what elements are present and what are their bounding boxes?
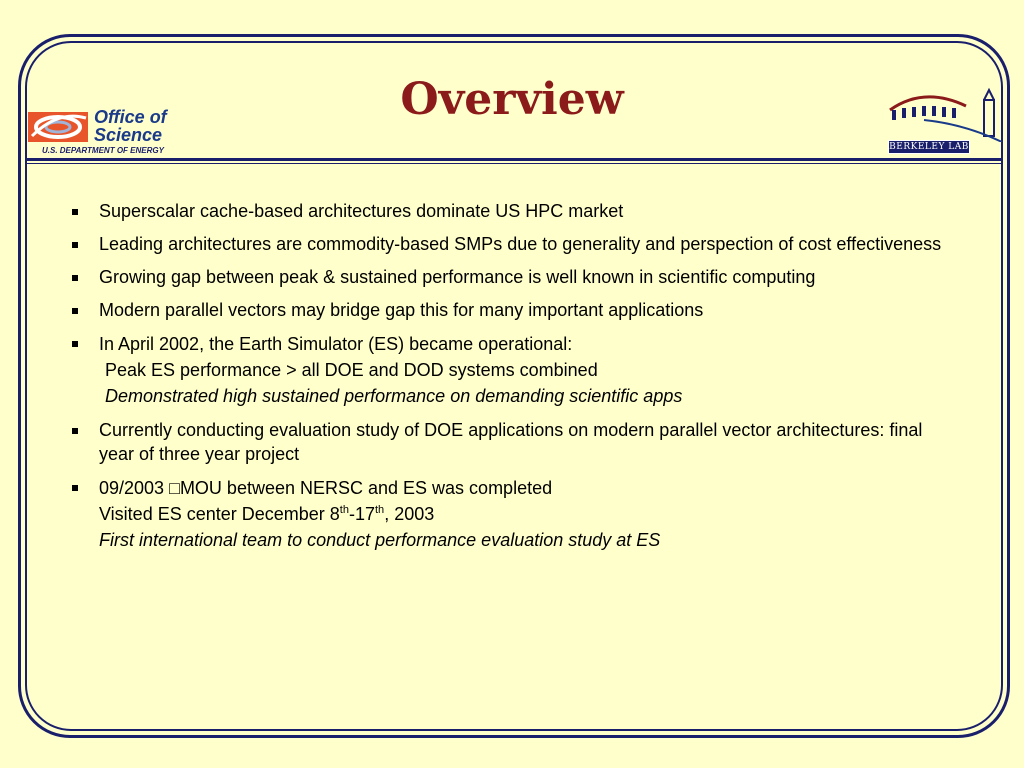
logo-word-science: Science xyxy=(94,125,163,145)
bullet-item xyxy=(70,265,960,289)
bullet-square-icon xyxy=(72,341,78,347)
bullet-item xyxy=(70,298,960,322)
berkeley-lab-logo xyxy=(884,80,1004,156)
logo-word-office: Office of xyxy=(94,107,167,127)
bullet-subline: Peak ES performance > all DOE and DOD systems combined xyxy=(105,360,598,380)
bullet-square-icon xyxy=(72,485,78,491)
bullet-square-icon xyxy=(72,308,78,314)
header-divider-thin xyxy=(27,163,1001,164)
bullet-text: Currently conducting evaluation study of DOE applications on modern parallel vector architectures: final year of three year project xyxy=(99,420,923,464)
bullet-item xyxy=(70,475,960,553)
bullet-text: Superscalar cache-based architectures dominate US HPC market xyxy=(99,201,624,221)
bullet-subline-italic: First international team to conduct performance evaluation study at ES xyxy=(99,530,661,550)
bullet-text: Growing gap between peak & sustained performance is well known in scientific computing xyxy=(99,267,816,287)
bullet-subline xyxy=(99,501,960,527)
bullet-square-icon xyxy=(72,209,78,215)
bullet-item xyxy=(70,232,960,256)
bullet-item xyxy=(70,418,960,466)
bullet-subline-italic: Demonstrated high sustained performance on demanding scientific apps xyxy=(105,386,683,406)
header-divider-thick xyxy=(27,158,1001,161)
bullet-text: Modern parallel vectors may bridge gap this for many important applications xyxy=(99,300,704,320)
superscript: th xyxy=(339,504,349,516)
bullet-square-icon xyxy=(72,242,78,248)
bullet-text: In April 2002, the Earth Simulator (ES) became operational: xyxy=(99,334,573,354)
bullet-item xyxy=(70,199,960,223)
bullet-square-icon xyxy=(72,428,78,434)
bullet-square-icon xyxy=(72,275,78,281)
berkeley-campanile-icon xyxy=(884,80,1004,142)
bullet-text: 09/2003 □MOU between NERSC and ES was completed xyxy=(99,478,553,498)
bullet-text: Leading architectures are commodity-based SMPs due to generality and perspection of cost effectiveness xyxy=(99,234,942,254)
bullet-item xyxy=(70,331,960,409)
bullet-subline-part: , 2003 xyxy=(384,504,435,524)
bullet-subline-part: -17 xyxy=(348,504,375,524)
bullet-subline-part: Visited ES center December 8 xyxy=(99,504,340,524)
berkeley-lab-plate: BERKELEY LAB xyxy=(889,142,969,152)
office-of-science-logo xyxy=(28,106,178,158)
office-of-science-emblem-icon xyxy=(28,106,90,146)
superscript: th xyxy=(375,504,385,516)
logo-subline: U.S. DEPARTMENT OF ENERGY xyxy=(42,146,164,155)
slide-title: Overview xyxy=(400,74,624,125)
bullet-list xyxy=(70,199,960,562)
